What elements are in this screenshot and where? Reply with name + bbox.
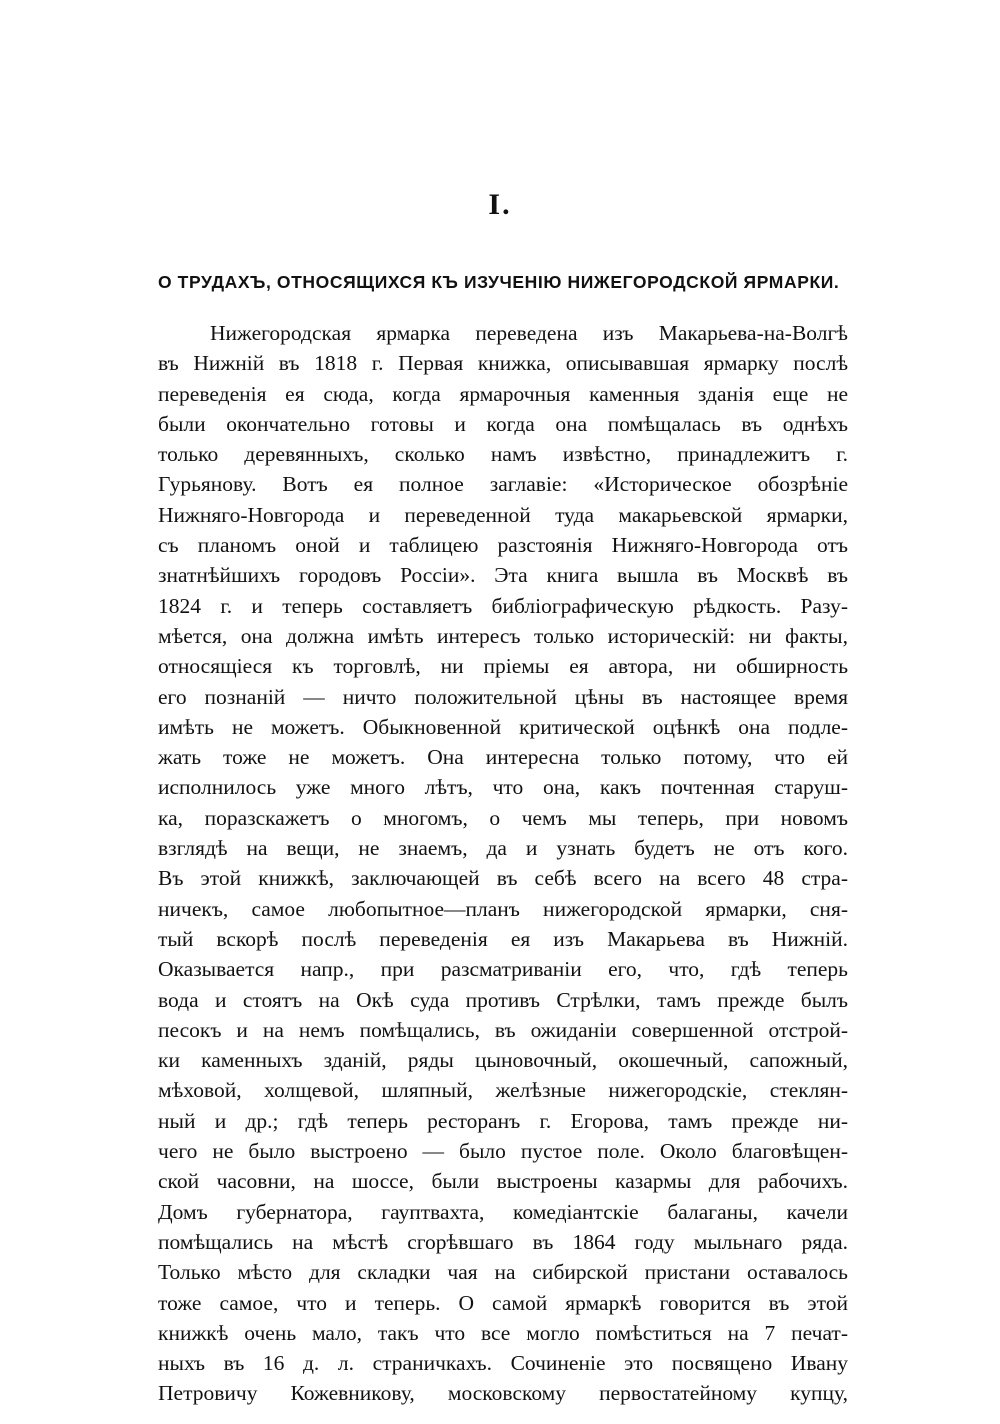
text-line: ныхъ въ 16 д. л. страничкахъ. Сочиненіе это посвящено Ивану (158, 1351, 848, 1376)
text-line: чего не было выстроено — было пустое поле. Около благовѣщен- (158, 1139, 848, 1164)
body-paragraph (158, 318, 848, 1409)
text-line: имѣть не можетъ. Обыкновенной критической оцѣнкѣ она подле- (158, 714, 848, 739)
text-line: тоже самое, что и теперь. О самой ярмаркѣ говорится въ этой (158, 1290, 848, 1315)
text-line: взглядѣ на вещи, не знаемъ, да и узнать будетъ не отъ кого. (158, 836, 848, 861)
text-line: помѣщались на мѣстѣ сгорѣвшаго въ 1864 году мыльнаго ряда. (158, 1229, 848, 1254)
text-line: 1824 г. и теперь составляетъ библіографическую рѣдкость. Разу- (158, 593, 848, 618)
text-line: книжкѣ очень мало, такъ что все могло помѣститься на 7 печат- (158, 1320, 848, 1345)
text-line: съ планомъ оной и таблицею разстоянія Нижняго-Новгорода отъ (158, 533, 848, 558)
text-line: Петровичу Кожевникову, московскому первостатейному купцу, (158, 1381, 848, 1406)
text-line: песокъ и на немъ помѣщались, въ ожиданіи совершенной отстрой- (158, 1017, 848, 1042)
text-line: ный и др.; гдѣ теперь ресторанъ г. Егорова, тамъ прежде ни- (158, 1108, 848, 1133)
text-line: въ Нижній въ 1818 г. Первая книжка, описывавшая ярмарку послѣ (158, 351, 848, 376)
text-line: только деревянныхъ, сколько намъ извѣстно, принадлежитъ г. (158, 442, 848, 467)
text-line: Нижегородская ярмарка переведена изъ Макарьева-на-Волгѣ (210, 321, 848, 345)
section-title: О ТРУДАХЪ, ОТНОСЯЩИХСЯ КЪ ИЗУЧЕНІЮ НИЖЕГОРОДСКОЙ ЯРМАРКИ. (158, 272, 840, 292)
text-line: Нижняго-Новгорода и переведенной туда макарьевской ярмарки, (158, 502, 848, 527)
text-line: исполнилось уже много лѣтъ, что она, какъ почтенная старуш- (158, 775, 848, 800)
text-line: жать тоже не можетъ. Она интересна только потому, что ей (158, 745, 848, 770)
text-line: мѣется, она должна имѣть интересъ только историческій: ни факты, (158, 623, 848, 648)
text-line: Въ этой книжкѣ, заключающей въ себѣ всего на всего 48 стра- (158, 866, 848, 891)
text-line: ка, поразскажетъ о многомъ, о чемъ мы теперь, при новомъ (158, 805, 848, 830)
text-line: ки каменныхъ зданій, ряды цыновочный, окошечный, сапожный, (158, 1048, 848, 1073)
text-line: переведенія ея сюда, когда ярмарочныя каменныя зданія еще не (158, 381, 848, 406)
text-line: вода и стоятъ на Окѣ суда противъ Стрѣлки, тамъ прежде былъ (158, 987, 848, 1012)
text-line: Домъ губернатора, гауптвахта, комедіантскіе балаганы, качели (158, 1199, 848, 1224)
text-line: мѣховой, холщевой, шляпный, желѣзные нижегородскіе, стеклян- (158, 1078, 848, 1103)
text-line: относящіеся къ торговлѣ, ни пріемы ея автора, ни обширность (158, 654, 848, 679)
chapter-numeral: I. (488, 188, 512, 221)
text-line: Гурьянову. Вотъ ея полное заглавіе: «Историческое обозрѣніе (158, 472, 848, 497)
text-line: были окончательно готовы и когда она помѣщалась въ однѣхъ (158, 411, 848, 436)
text-line: его познаній — ничто положительной цѣны въ настоящее время (158, 684, 848, 709)
text-line: Только мѣсто для складки чая на сибирской пристани оставалось (158, 1260, 848, 1285)
text-line: тый вскорѣ послѣ переведенія ея изъ Макарьева въ Нижній. (158, 926, 848, 951)
text-line: ничекъ, самое любопытное—планъ нижегородской ярмарки, сня- (158, 896, 848, 921)
text-line: знатнѣйшихъ городовъ Россіи». Эта книга вышла въ Москвѣ въ (158, 563, 848, 588)
text-line: ской часовни, на шоссе, были выстроены казармы для рабочихъ. (158, 1169, 848, 1194)
text-line: Оказывается напр., при разсматриваніи его, что, гдѣ теперь (158, 957, 848, 982)
